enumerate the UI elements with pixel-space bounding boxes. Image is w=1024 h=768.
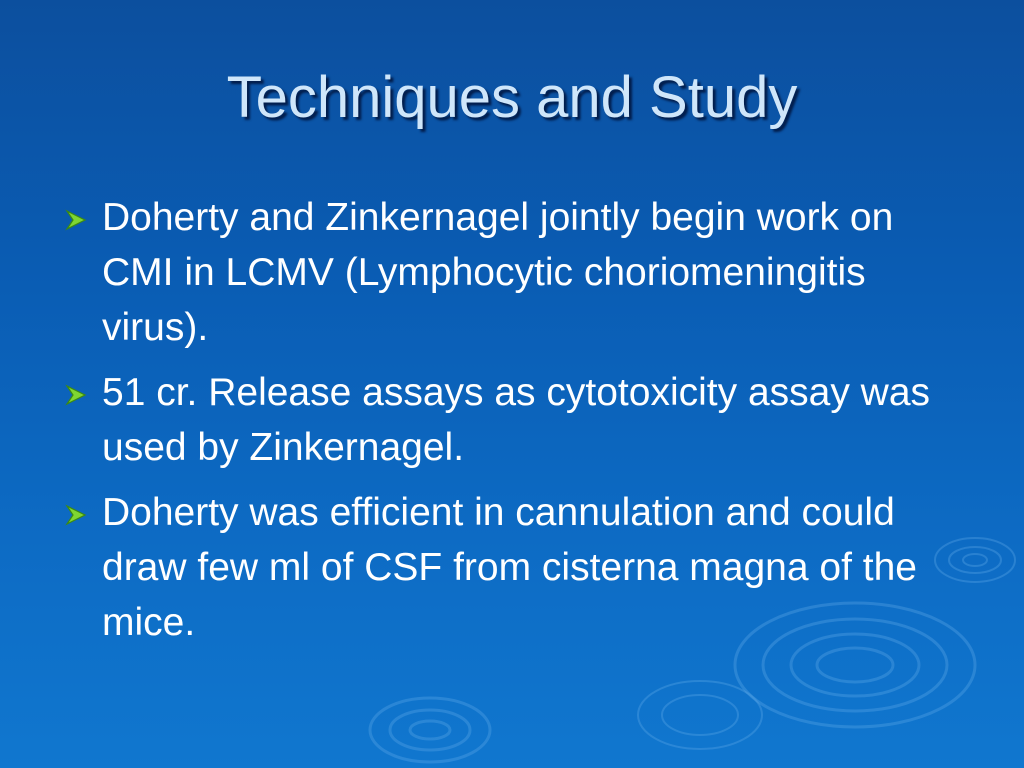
bullet-item bbox=[62, 190, 942, 355]
bullet-list bbox=[62, 190, 942, 660]
bullet-text: Doherty and Zinkernagel jointly begin work on CMI in LCMV (Lymphocytic choriomeningitis virus). bbox=[102, 196, 894, 349]
arrow-right-icon bbox=[64, 384, 88, 406]
arrow-right-icon bbox=[64, 504, 88, 526]
bullet-text: 51 cr. Release assays as cytotoxicity assay was used by Zinkernagel. bbox=[102, 371, 931, 469]
slide-title: Techniques and Study bbox=[226, 65, 798, 130]
bullet-item bbox=[62, 485, 942, 650]
bullet-item bbox=[62, 365, 942, 475]
arrow-right-icon bbox=[64, 209, 88, 231]
bullet-text: Doherty was efficient in cannulation and could draw few ml of CSF from cisterna magna of the mice. bbox=[102, 491, 917, 644]
